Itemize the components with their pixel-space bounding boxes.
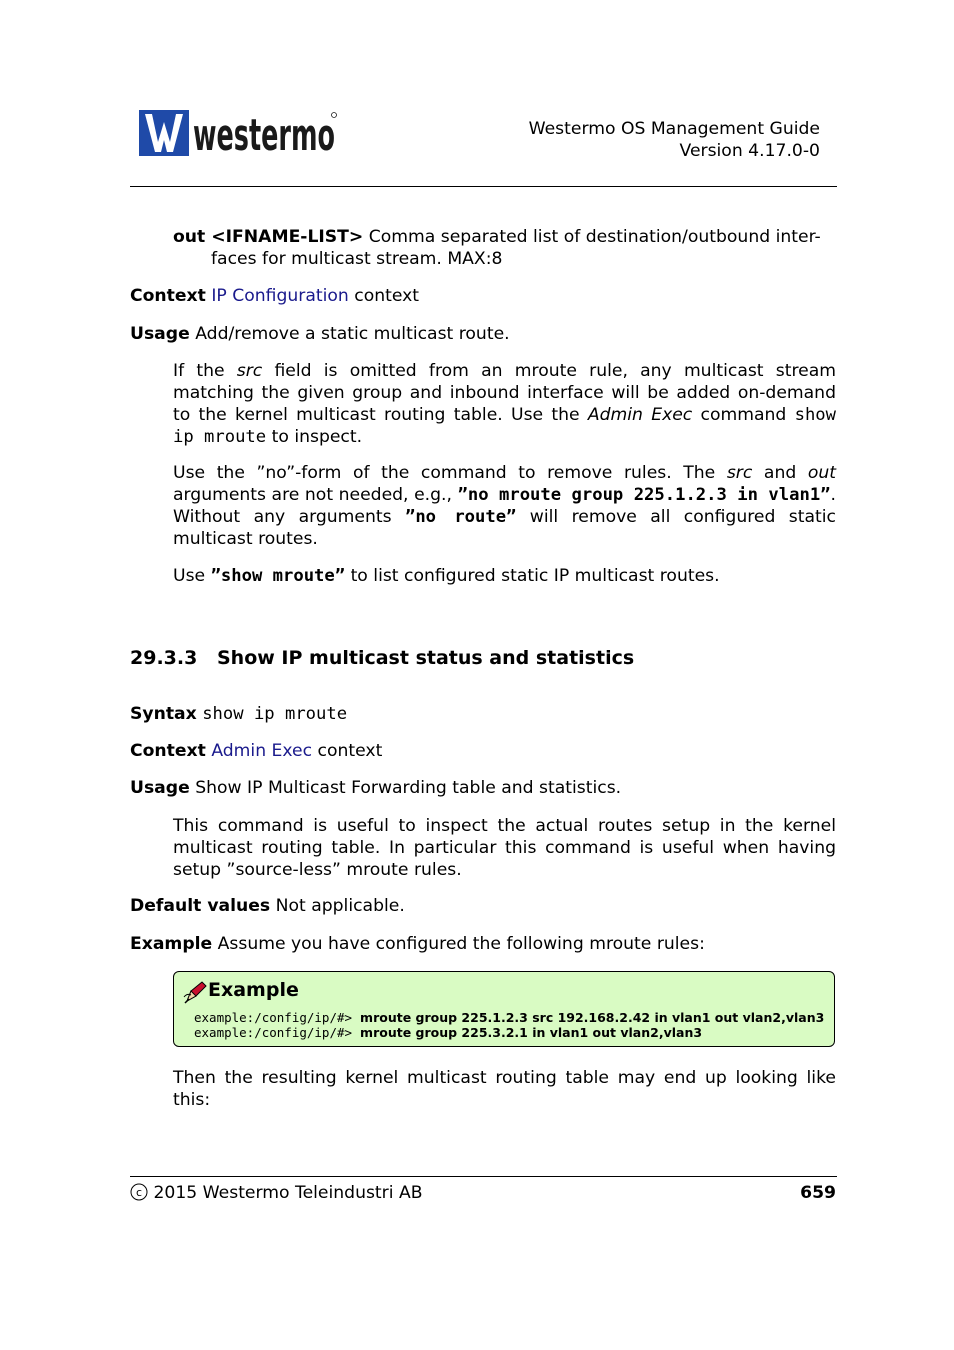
src-term: src	[726, 463, 753, 483]
usage-paragraph-2	[173, 462, 836, 550]
no-route-code: ”no route”	[404, 507, 517, 527]
text-run: If the	[173, 361, 237, 381]
example-command: mroute group 225.3.2.1 in vlan1 out vlan2,vlan3	[360, 1025, 703, 1040]
text-run: command	[692, 405, 795, 425]
context-suffix: context	[312, 741, 383, 761]
section-title: Show IP multicast status and statistics	[217, 647, 635, 669]
westermo-logo	[139, 110, 339, 161]
show-ip-mroute-code: show ip mroute	[173, 405, 836, 447]
text-run: and	[752, 463, 808, 483]
show-mroute-code: ”show mroute”	[210, 566, 346, 586]
guide-version: Version 4.17.0-0	[679, 141, 820, 161]
context-item	[130, 285, 836, 307]
copyright-icon	[130, 1183, 148, 1201]
usage-paragraph-3	[173, 565, 836, 587]
pen-icon	[182, 979, 208, 1005]
logo-wordmark: westermo	[193, 110, 335, 161]
out-param-desc-2: faces for multicast stream. MAX:8	[211, 249, 503, 269]
text-run: arguments are not needed, e.g.,	[173, 485, 458, 505]
usage-label: Usage	[130, 324, 190, 344]
out-param-term: out <IFNAME-LIST>	[173, 227, 364, 247]
example-label: Example	[130, 934, 213, 954]
text-run: . Without any arguments	[173, 485, 836, 527]
usage-item	[130, 323, 836, 345]
section-number: 29.3.3	[130, 647, 198, 669]
example-text: Assume you have configured the following mroute rules:	[217, 934, 705, 954]
src-term: src	[236, 361, 263, 381]
example-prompt: example:/config/ip/#>	[194, 1010, 353, 1025]
example-line	[194, 1010, 824, 1025]
header-rule	[130, 186, 837, 187]
out-param-item	[173, 226, 836, 248]
out-term: out	[807, 463, 836, 483]
example-title: Example	[208, 979, 299, 1001]
usage-text: Add/remove a static multicast route.	[195, 324, 510, 344]
syntax-value: show ip mroute	[202, 704, 348, 724]
footer-copyright	[130, 1182, 423, 1204]
default-values-text: Not applicable.	[275, 896, 405, 916]
example-box	[173, 971, 835, 1047]
copyright-text: 2015 Westermo Teleindustri AB	[153, 1183, 423, 1203]
section-heading	[130, 646, 634, 670]
context-label: Context	[130, 741, 206, 761]
text-run: will remove all configured static multicast routes.	[173, 507, 836, 549]
text-run: Use the ”no”-form of the command to remove rules. The	[173, 463, 727, 483]
page-number: 659	[800, 1183, 836, 1203]
syntax-item	[130, 703, 836, 725]
context-suffix: context	[348, 286, 420, 306]
svg-text:c: c	[135, 1186, 143, 1199]
usage2-paragraph: This command is useful to inspect the actual routes setup in the kernel multicast routing table. In particular this command is useful when having setup ”source-less” mroute rules.	[173, 816, 836, 880]
text-run: field is omitted from an mroute rule, any multicast stream matching the given group and inbound interface will be added on-demand to the kernel multicast routing table. Use the	[173, 361, 836, 425]
text-run: Use	[173, 566, 211, 586]
text-run: to list configured static IP multicast routes.	[345, 566, 720, 586]
no-mroute-code: ”no mroute group 225.1.2.3 in vlan1”	[457, 485, 831, 505]
context-label: Context	[130, 286, 206, 306]
example-item	[130, 933, 836, 955]
example-command: mroute group 225.1.2.3 src 192.168.2.42 in vlan1 out vlan2,vlan3	[360, 1010, 825, 1025]
example-line	[194, 1025, 702, 1040]
usage-paragraph-1	[173, 360, 836, 448]
guide-title: Westermo OS Management Guide	[528, 119, 820, 139]
admin-exec-link[interactable]: Admin Exec	[211, 741, 313, 761]
usage-item-2	[130, 777, 836, 799]
admin-exec-term: Admin Exec	[587, 405, 693, 425]
context-item-2	[130, 740, 836, 762]
out-param-desc-1: Comma separated list of destination/outbound inter-	[368, 227, 821, 247]
ip-configuration-link[interactable]: IP Configuration	[211, 286, 349, 306]
text-run: to inspect.	[266, 427, 363, 447]
default-values-label: Default values	[130, 896, 271, 916]
example-prompt: example:/config/ip/#>	[194, 1025, 353, 1040]
usage-label: Usage	[130, 778, 190, 798]
usage-text: Show IP Multicast Forwarding table and statistics.	[195, 778, 622, 798]
syntax-label: Syntax	[130, 704, 197, 724]
page-header	[529, 118, 820, 162]
default-values-item	[130, 895, 836, 917]
footer-rule	[130, 1176, 837, 1177]
after-example-paragraph: Then the resulting kernel multicast routing table may end up looking like this:	[173, 1068, 836, 1110]
